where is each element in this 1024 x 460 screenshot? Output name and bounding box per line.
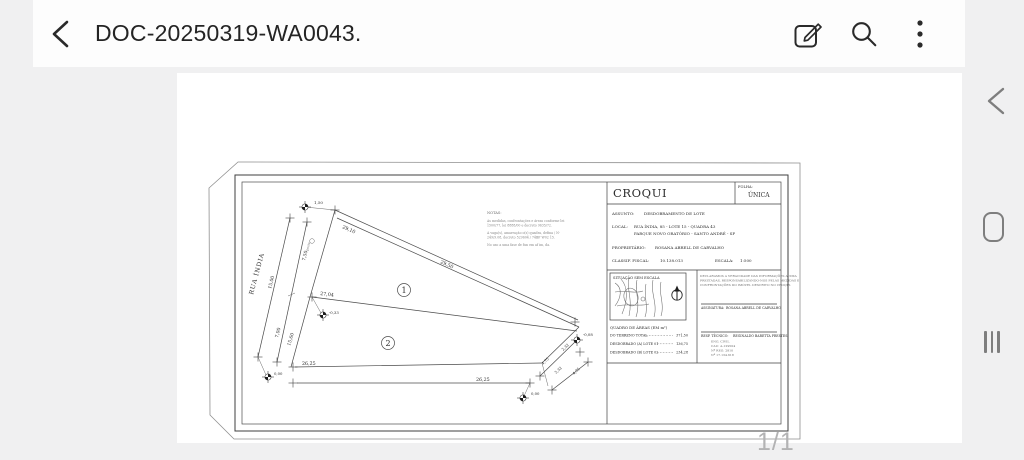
- quadro-row-label: DO TERRENO TOTAL: [610, 333, 648, 338]
- escala-value: 1:500: [740, 258, 752, 263]
- search-button[interactable]: [847, 14, 881, 54]
- dim-corner-a: 2,32: [560, 342, 570, 352]
- situacao-label: SITUAÇÃO SEM ESCALA: [613, 276, 660, 280]
- lot2-number: 2: [385, 339, 391, 348]
- more-vertical-icon: [916, 19, 924, 49]
- street-label: RUA ÍNDIA: [248, 252, 267, 296]
- resp-line: Nº REG: 2810: [711, 348, 734, 353]
- quadro-row-value: 136,75: [676, 342, 688, 346]
- edit-button[interactable]: [791, 14, 825, 54]
- dim-front-a: 7,50: [302, 250, 310, 262]
- quadro-row-value: 234,28: [676, 350, 688, 355]
- escala-label: ESCALA:: [715, 258, 734, 263]
- dim-corner-c: 3,32: [553, 365, 563, 375]
- dim-side-lower: 15,60: [287, 332, 296, 347]
- dim-top-outer: 29,10: [341, 225, 356, 236]
- nav-recents-icon: [997, 331, 1000, 353]
- notes-line: A vaga(s), amarração o(s) quadra, defina / N-: [487, 231, 561, 235]
- dim-front-b: 7,00: [275, 327, 283, 339]
- resp-label: RESP. TÉCNICO:: [701, 334, 729, 338]
- fiscal-value: 10.138.013: [660, 258, 683, 263]
- nav-back-icon: [985, 87, 1007, 115]
- search-icon: [850, 20, 878, 48]
- dim-corner-d: 4,75: [571, 366, 581, 376]
- declaration-line: PRESTADAS, RESPONSABILIZANDO-NOS PELAS MEDIDAS E: [700, 278, 800, 283]
- quadro-row-value: 371,50: [676, 333, 688, 338]
- declaration-line: DECLARAMOS A VERACIDADE DAS INFORMAÇÕES ACIMA: [700, 274, 797, 278]
- title-block-title: CROQUI: [613, 186, 668, 200]
- edit-icon: [793, 18, 823, 49]
- notes-line: No uso a uma fase de fun em af im, da.: [487, 243, 551, 247]
- more-button[interactable]: [903, 14, 937, 54]
- pole-label: poste: [305, 241, 312, 252]
- notes-line: 1500/77, lei 8888/00 e decreto 9635/72.: [487, 223, 552, 228]
- dim-bottom-upper: 26,25: [301, 361, 316, 367]
- dim-bottom-lower: 26,25: [476, 378, 490, 383]
- notes-title: NOTAS:: [487, 211, 502, 215]
- folha-value: ÚNICA: [748, 192, 770, 199]
- back-icon: [50, 19, 72, 49]
- folha-label: FOLHA:: [738, 185, 753, 189]
- proprietario-value: ROSANA ABRELL DE CARVALHO: [655, 245, 725, 250]
- level-top: -0,33: [329, 310, 339, 315]
- fiscal-label: CLASSIF. FISCAL:: [612, 258, 650, 263]
- document-page: [177, 73, 962, 443]
- resp-line: CAU: A-129504: [711, 344, 736, 348]
- quadro-row-label: DESDOBRADO (A) LOTE 01: [610, 342, 659, 346]
- assunto-value: DESDOBRAMENTO DE LOTE: [644, 211, 705, 216]
- nav-back-button[interactable]: [985, 87, 1007, 120]
- nav-recents-icon: [984, 331, 987, 353]
- nav-recents-button[interactable]: [984, 331, 1000, 353]
- dim-top-inner: 29,50: [439, 260, 454, 271]
- nav-recents-icon: [991, 331, 994, 353]
- proprietario-label: PROPRIETÁRIO:: [612, 245, 646, 250]
- dim-corner-b: 4,75: [540, 356, 550, 366]
- app-bar: [0, 0, 1024, 67]
- dim-divider: 27,04: [319, 292, 334, 299]
- local-line2: PARQUE NOVO ORATÓRIO - SANTO ANDRÉ - SP: [634, 231, 736, 236]
- back-button[interactable]: [33, 0, 89, 67]
- local-line1: RUA ÍNDIA, 85 - LOTE 15 - QUADRA 43: [634, 224, 716, 229]
- local-label: LOCAL:: [612, 224, 628, 229]
- level-right: -0,08: [583, 332, 593, 337]
- page-indicator: 1/1: [757, 428, 795, 456]
- nav-home-button[interactable]: [983, 212, 1004, 242]
- app-bar-surface: [33, 0, 965, 67]
- quadro-title: QUADRO DE ÁREAS (EM m²): [610, 325, 668, 330]
- level-bottom: 0,00: [531, 391, 540, 396]
- dim-front-total: 15,00: [268, 275, 277, 290]
- paper-outline: [209, 162, 800, 439]
- quadro-row-label: DESDOBRADO (B) LOTE 02: [610, 350, 659, 355]
- dim-corner: 1,50: [314, 200, 323, 205]
- assinatura-value: ROSANA ABRELL DE CARVALHO: [726, 306, 782, 310]
- assunto-label: ASSUNTO:: [612, 211, 635, 216]
- resp-value: REGINALDO BARETTA PRESTES: [733, 334, 788, 338]
- notes-line: As medidas, confrontações e áreas conforme lei: [487, 219, 565, 223]
- declaration-line: CONFRONTAÇÕES DO IMÓVEL DESCRITO NO CROQUI.: [700, 283, 792, 287]
- lot1-number: 1: [401, 286, 407, 295]
- document-viewer[interactable]: [177, 73, 962, 443]
- level-left: 0,00: [274, 371, 283, 376]
- assinatura-label: ASSINATURA:: [701, 306, 725, 310]
- app-bar-actions: [791, 14, 965, 54]
- notes-line: 249/9.08, decreto 529604 / 74BF W02 15.: [487, 235, 555, 240]
- document-title: DOC-20250319-WA0043.: [95, 20, 362, 46]
- resp-line: ENG. CIVIL: [711, 339, 730, 344]
- resp-line: Nº 17.134.618: [711, 353, 734, 357]
